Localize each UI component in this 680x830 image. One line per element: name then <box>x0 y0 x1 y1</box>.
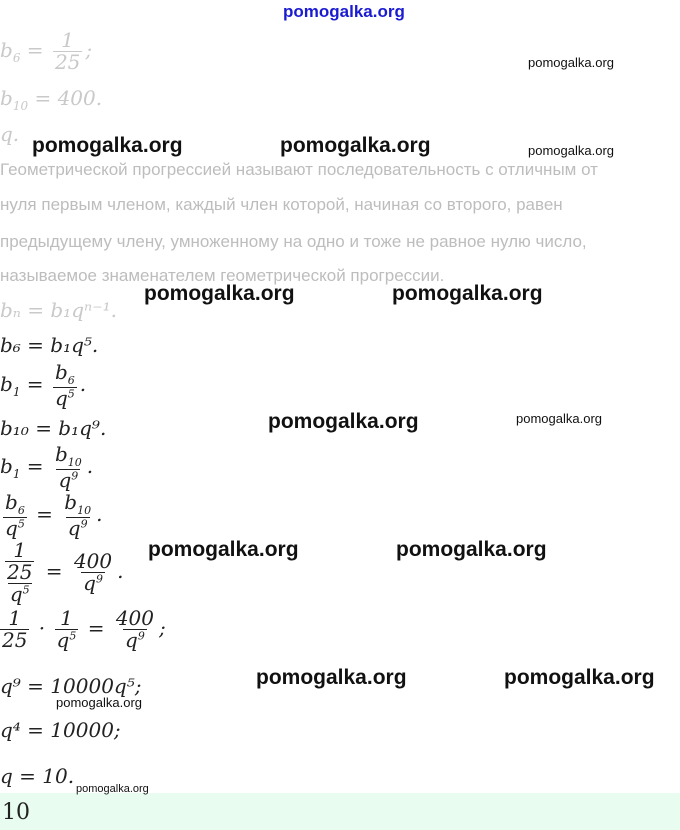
definition-line-3: предыдущему члену, умноженному на одно и тоже не равное нулю число, <box>0 232 587 251</box>
general-formula: bₙ = b₁qⁿ⁻¹. <box>0 298 118 322</box>
watermark[interactable]: pomogalka.org <box>528 55 614 70</box>
step-q9: q⁹ = 10000q⁵; <box>0 674 142 698</box>
watermark[interactable]: pomogalka.org <box>516 411 602 426</box>
answer-box <box>0 793 680 830</box>
watermark[interactable]: pomogalka.org <box>32 134 183 157</box>
step-b10: b₁₀ = b₁q⁹. <box>0 416 107 440</box>
watermark[interactable]: pomogalka.org <box>56 695 142 710</box>
definition-line-1: Геометрической прогрессией называют последовательность с отличным от <box>0 160 598 179</box>
given-b10: $b_{10} = 400$. <box>0 86 103 113</box>
given-b6: $b_6$ = $\frac{1}{25}$ ; <box>0 28 93 74</box>
watermark[interactable]: pomogalka.org <box>148 538 299 561</box>
answer-value: 10 <box>2 800 30 825</box>
definition-line-2: нуля первым членом, каждый член которой, начиная со второго, равен <box>0 195 563 214</box>
watermark[interactable]: pomogalka.org <box>504 666 655 689</box>
given-find: q. <box>0 122 20 146</box>
watermark[interactable]: pomogalka.org <box>268 410 419 433</box>
watermark[interactable]: pomogalka.org <box>76 783 149 795</box>
step-b6: b₆ = b₁q⁵. <box>0 333 99 357</box>
step-substitute: $\frac{\frac{1}{25}}{q^5}$ = $\frac{400}{q^9}$ . <box>7 538 124 606</box>
watermark[interactable]: pomogalka.org <box>528 143 614 158</box>
step-multiply: $\frac{1}{25}$ · $\frac{1}{q^5}$ = $\frac{400}{q^9}$ ; <box>2 606 166 652</box>
step-b1-from-b10: $b_1$ = $\frac{b_{10}}{q^9}$ . <box>0 442 94 492</box>
definition-line-4: называемое знаменателем геометрической прогрессии. <box>0 266 445 285</box>
step-b1-from-b6: $b_1$ = $\frac{b_6}{q^5}$ . <box>0 360 87 410</box>
step-equate: $\frac{b_6}{q^5}$ = $\frac{b_{10}}{q^9}$ . <box>5 490 103 540</box>
step-q4: q⁴ = 10000; <box>0 718 121 742</box>
watermark[interactable]: pomogalka.org <box>144 282 295 305</box>
step-q: q = 10. <box>0 764 75 788</box>
watermark-top[interactable]: pomogalka.org <box>283 2 405 21</box>
watermark[interactable]: pomogalka.org <box>256 666 407 689</box>
watermark[interactable]: pomogalka.org <box>280 134 431 157</box>
watermark[interactable]: pomogalka.org <box>392 282 543 305</box>
watermark[interactable]: pomogalka.org <box>396 538 547 561</box>
